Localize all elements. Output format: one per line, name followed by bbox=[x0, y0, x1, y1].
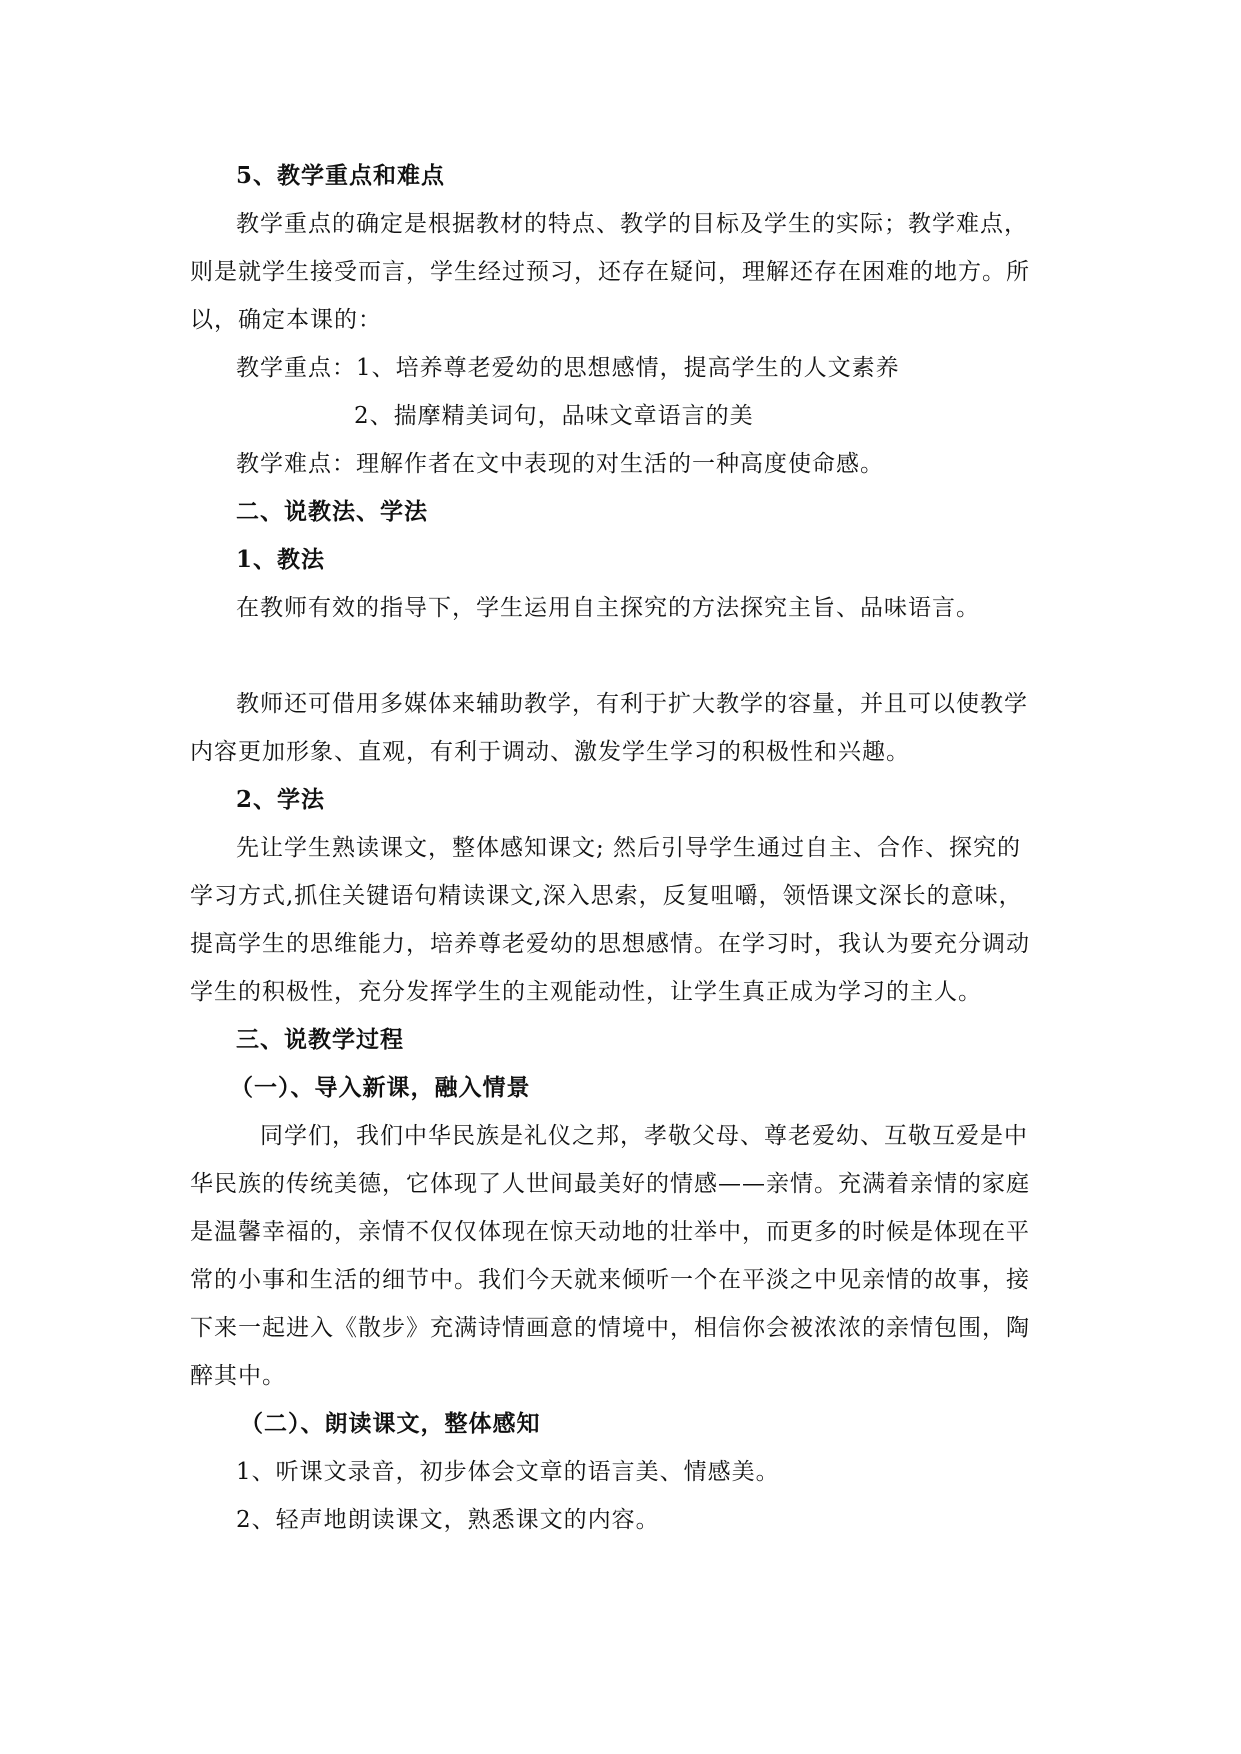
paragraph-line: 下来一起进入《散步》充满诗情画意的情境中，相信你会被浓浓的亲情包围，陶 bbox=[190, 1315, 1030, 1341]
paragraph-line: 常的小事和生活的细节中。我们今天就来倾听一个在平淡之中见亲情的故事，接 bbox=[190, 1267, 1030, 1293]
paragraph-line: 则是就学生接受而言，学生经过预习，还存在疑问，理解还存在困难的地方。所 bbox=[190, 259, 1030, 285]
paragraph-line: 先让学生熟读课文，整体感知课文; 然后引导学生通过自主、合作、探究的 bbox=[236, 835, 1022, 861]
heading-process: 三、说教学过程 bbox=[236, 1026, 404, 1053]
paragraph-line: 在教师有效的指导下，学生运用自主探究的方法探究主旨、品味语言。 bbox=[236, 595, 980, 621]
heading-methods: 二、说教法、学法 bbox=[236, 498, 428, 525]
list-item: 2、轻声地朗读课文，熟悉课文的内容。 bbox=[236, 1507, 660, 1533]
heading-step-1: （一）、导入新课，融入情景 bbox=[230, 1074, 531, 1101]
heading-step-2: （二）、朗读课文，整体感知 bbox=[240, 1410, 541, 1437]
paragraph-line: 醉其中。 bbox=[190, 1363, 286, 1389]
paragraph-line: 同学们，我们中华民族是礼仪之邦，孝敬父母、尊老爱幼、互敬互爱是中 bbox=[260, 1123, 1028, 1149]
paragraph-line: 是温馨幸福的，亲情不仅仅体现在惊天动地的壮举中，而更多的时候是体现在平 bbox=[190, 1219, 1030, 1245]
paragraph-line: 以，确定本课的： bbox=[190, 307, 382, 333]
paragraph-line: 提高学生的思维能力，培养尊老爱幼的思想感情。在学习时，我认为要充分调动 bbox=[190, 931, 1030, 957]
paragraph-line: 内容更加形象、直观，有利于调动、激发学生学习的积极性和兴趣。 bbox=[190, 739, 910, 765]
paragraph-line: 教学重点的确定是根据教材的特点、教学的目标及学生的实际；教学难点， bbox=[236, 211, 1028, 237]
heading-key-points: 5、教学重点和难点 bbox=[236, 162, 446, 189]
heading-learning-method: 2、学法 bbox=[236, 786, 326, 813]
key-point-item: 教学重点：1、培养尊老爱幼的思想感情，提高学生的人文素养 bbox=[236, 355, 900, 381]
paragraph-line: 教师还可借用多媒体来辅助教学，有利于扩大教学的容量，并且可以使教学 bbox=[236, 691, 1028, 717]
key-point-item: 2、揣摩精美词句，品味文章语言的美 bbox=[354, 403, 754, 429]
paragraph-line: 学习方式,抓住关键语句精读课文,深入思索，反复咀嚼，领悟课文深长的意味， bbox=[190, 883, 1023, 909]
list-item: 1、听课文录音，初步体会文章的语言美、情感美。 bbox=[236, 1459, 780, 1485]
paragraph-line: 华民族的传统美德，它体现了人世间最美好的情感——亲情。充满着亲情的家庭 bbox=[190, 1171, 1030, 1197]
paragraph-line: 学生的积极性，充分发挥学生的主观能动性，让学生真正成为学习的主人。 bbox=[190, 979, 982, 1005]
difficulty-line: 教学难点：理解作者在文中表现的对生活的一种高度使命感。 bbox=[236, 451, 884, 477]
heading-teaching-method: 1、教法 bbox=[236, 546, 326, 573]
